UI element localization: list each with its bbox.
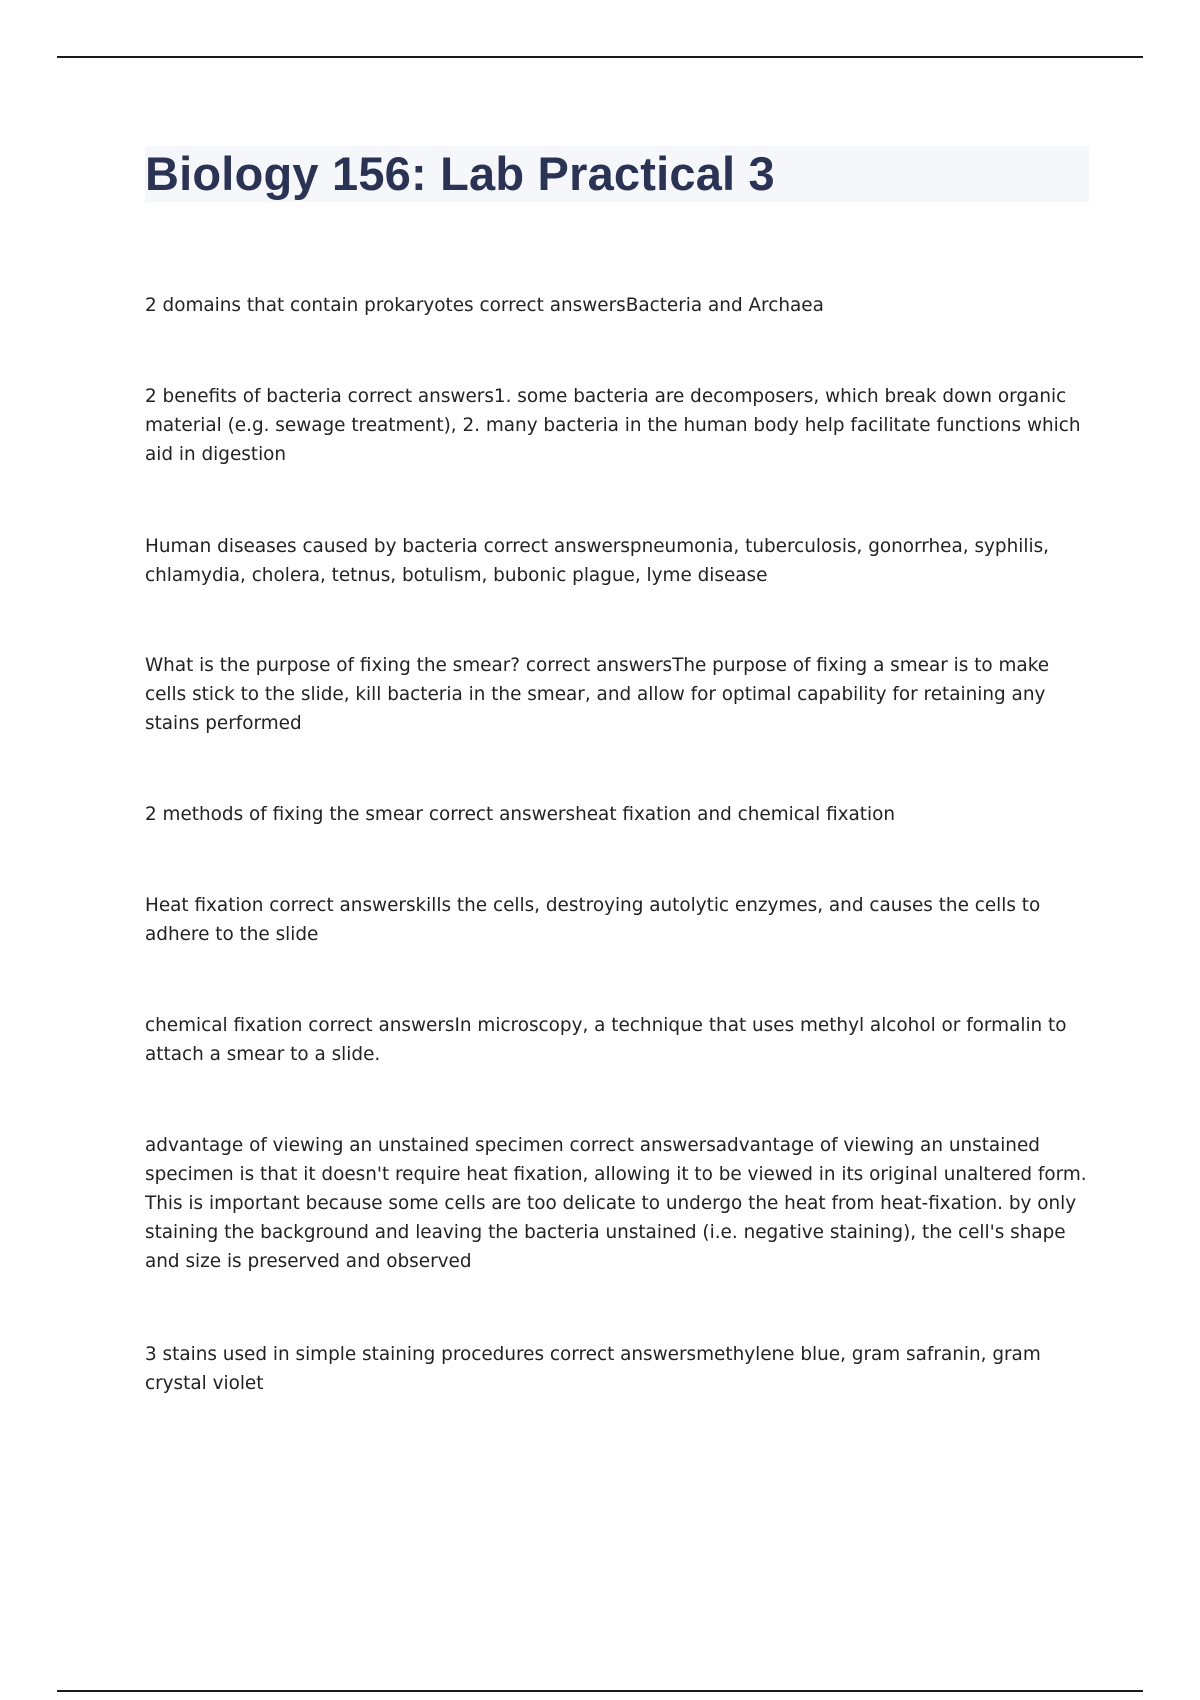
- qa-item-unstained-specimen: advantage of viewing an unstained specimen correct answersadvantage of viewing an unstained specimen is that it doesn't require heat fixation, allowing it to be viewed in its original unaltered form. This is important because some cells are too delicate to undergo the heat from heat-fixation. by only staining the background and leaving the bacteria unstained (i.e. negative staining), the cell's shape and size is preserved and observed: [145, 1135, 1087, 1272]
- bottom-rule: [57, 1690, 1143, 1692]
- qa-item-fixing-purpose: What is the purpose of fixing the smear? correct answersThe purpose of fixing a smear is to make cells stick to the slide, kill bacteria in the smear, and allow for optimal capability for retaining any stains performed: [145, 655, 1050, 734]
- qa-item-fixing-methods: 2 methods of fixing the smear correct answersheat fixation and chemical fixation: [145, 804, 896, 825]
- qa-item-prokaryote-domains: 2 domains that contain prokaryotes correct answersBacteria and Archaea: [145, 295, 824, 316]
- qa-item-simple-stains: 3 stains used in simple staining procedures correct answersmethylene blue, gram safranin, gram crystal violet: [145, 1344, 1041, 1394]
- page-title: Biology 156: Lab Practical 3: [145, 147, 775, 200]
- qa-item-heat-fixation: Heat fixation correct answerskills the cells, destroying autolytic enzymes, and causes the cells to adhere to the slide: [145, 895, 1041, 945]
- top-rule: [57, 56, 1143, 58]
- qa-item-bacterial-diseases: Human diseases caused by bacteria correct answerspneumonia, tuberculosis, gonorrhea, syphilis, chlamydia, cholera, tetnus, botulism, bubonic plague, lyme disease: [145, 536, 1049, 586]
- qa-item-bacteria-benefits: 2 benefits of bacteria correct answers1. some bacteria are decomposers, which break down organic material (e.g. sewage treatment), 2. many bacteria in the human body help facilitate functions which aid in digestion: [145, 386, 1081, 465]
- qa-item-chemical-fixation: chemical fixation correct answersIn microscopy, a technique that uses methyl alcohol or formalin to attach a smear to a slide.: [145, 1015, 1067, 1065]
